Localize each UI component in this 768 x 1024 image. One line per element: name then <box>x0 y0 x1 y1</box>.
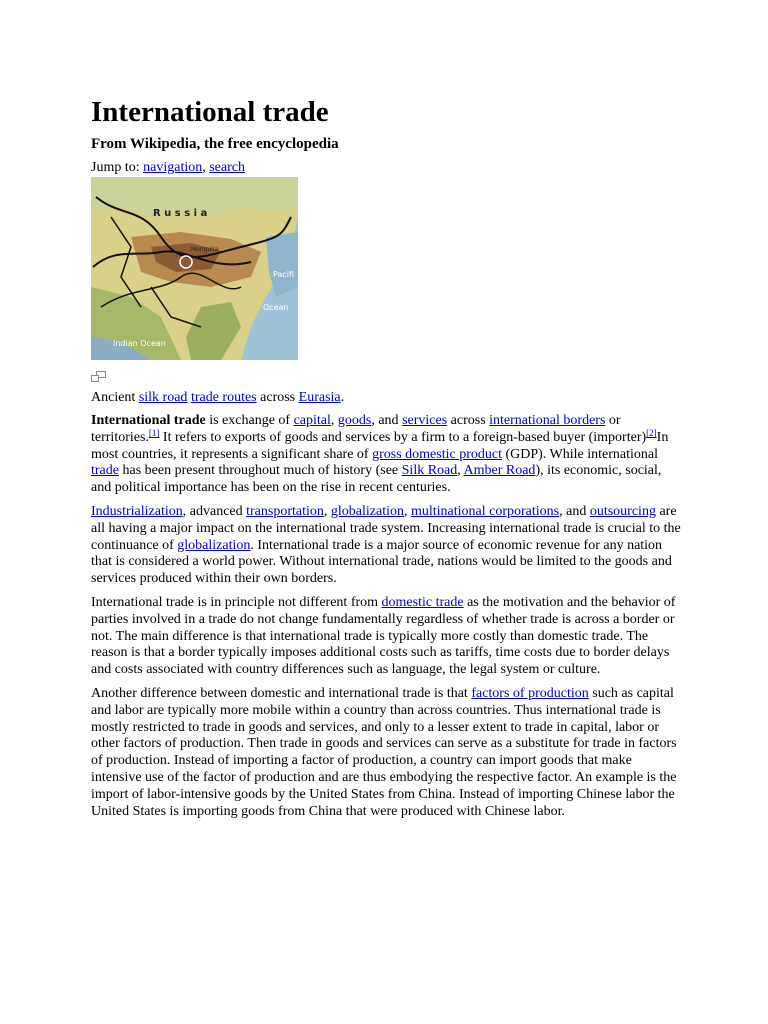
enlarge-icon[interactable] <box>91 369 681 383</box>
map-label-ocean: Ocean <box>263 303 289 312</box>
para-text: It refers to exports of goods and services by a firm to a foreign-based buyer (importer) <box>159 429 647 445</box>
goods-link[interactable]: goods <box>337 413 372 428</box>
globalization-link[interactable]: globalization <box>330 503 404 519</box>
silk-road-map-image[interactable] <box>91 177 298 360</box>
multinational-corporations-link[interactable]: multinational corporations <box>410 503 560 519</box>
jump-to-label: Jump to: <box>91 160 144 175</box>
transportation-link[interactable]: transportation <box>246 503 324 519</box>
para-text: as the motivation and the behavior of parties involved in a trade do not change fundamentally regardless of whether trade is across a border or not. The main difference is that international trade is typically more costly than domestic trade. The reason is that a border typically imposes additional costs such as tariffs, time costs due to border delays and costs associated with country differences such as language, the legal system or culture. <box>91 594 676 678</box>
para-text: or territories. <box>91 413 621 445</box>
para-text: ), its economic, social, and political importance has been on the rise in recent centuries. <box>91 463 662 496</box>
para-text: , <box>403 503 411 519</box>
citation-1-link[interactable]: [1] <box>148 427 160 438</box>
map-label-mongolia: Mongolia <box>191 246 219 253</box>
para-text: International trade is in principle not different from <box>91 594 382 610</box>
paragraph-domestic-comparison <box>91 595 681 679</box>
bold-term: International trade <box>91 413 206 428</box>
image-caption <box>91 389 681 406</box>
para-text: (GDP). While international <box>501 446 659 462</box>
para-text: In most countries, it represents a significant share of <box>91 429 669 462</box>
paragraph-factors-of-production <box>91 686 681 820</box>
international-borders-link[interactable]: international borders <box>489 413 606 428</box>
paragraph-intro <box>91 413 681 497</box>
page-subtitle: From Wikipedia, the free encyclopedia <box>91 136 339 152</box>
para-text: such as capital and labor are typically more mobile within a country than across countries. Thus international trade is mostly restricted to trade in goods and services, and only to a lesser extent to trade in capital, labor or other factors of production. Then trade in goods and services can serve as a substitute for trade in factors of production. Instead of importing a factor of production, a country can import goods that make intensive use of the factor of production and are thus embodying the respective factor. An example is the import of labor-intensive goods by the United States from China. Instead of importing Chinese labor the United States is importing goods from China that were produced with Chinese labor. <box>91 685 677 819</box>
para-text: , advanced <box>182 503 247 519</box>
para-text: , <box>330 413 338 428</box>
outsourcing-link[interactable]: outsourcing <box>589 503 656 519</box>
paragraph-industrialization <box>91 504 681 588</box>
map-label-indian-ocean: Indian Ocean <box>113 339 166 348</box>
factors-of-production-link[interactable]: factors of production <box>471 685 589 701</box>
map-label-russia: R u s s i a <box>153 208 208 219</box>
para-text: , and <box>371 413 403 428</box>
capital-link[interactable]: capital <box>293 413 331 428</box>
silk-road-link[interactable]: silk road <box>138 390 188 405</box>
page-title: International trade <box>91 96 329 128</box>
amber-road-link[interactable]: Amber Road <box>463 463 536 479</box>
trade-routes-link[interactable]: trade routes <box>190 390 257 405</box>
caption-text: across <box>256 390 299 405</box>
para-text: , <box>323 503 331 519</box>
caption-text: Ancient <box>91 390 139 405</box>
caption-text: . <box>340 390 345 405</box>
para-text: , and <box>559 503 590 519</box>
para-text: across <box>447 413 490 428</box>
para-text: Another difference between domestic and international trade is that <box>91 685 472 701</box>
globalization-link-2[interactable]: globalization <box>177 537 251 553</box>
services-link[interactable]: services <box>402 413 448 428</box>
map-label-pacific: Pacifi <box>273 270 295 279</box>
para-text: are all having a major impact on the international trade system. Increasing international trade is crucial to the continuance of <box>91 503 681 553</box>
para-text: , <box>457 463 464 479</box>
jump-to-bar <box>91 159 681 176</box>
jump-search-link[interactable]: search <box>209 160 245 175</box>
jump-navigation-link[interactable]: navigation <box>143 160 203 175</box>
jump-separator: , <box>202 160 210 175</box>
eurasia-link[interactable]: Eurasia <box>298 390 341 405</box>
gdp-link[interactable]: gross domestic product <box>372 446 502 462</box>
domestic-trade-link[interactable]: domestic trade <box>381 594 464 610</box>
article-page <box>91 95 681 820</box>
industrialization-link[interactable]: Industrialization <box>91 503 183 519</box>
citation-2-link[interactable]: [2] <box>646 427 657 438</box>
para-text: is exchange of <box>205 413 294 428</box>
para-text: has been present throughout much of history (see <box>118 463 402 479</box>
para-text: . International trade is a major source of economic revenue for any nation that is considered a world power. Without international trade, nations would be limited to the goods and services produced within their own borders. <box>91 537 672 587</box>
trade-link[interactable]: trade <box>91 463 119 479</box>
silk-road-history-link[interactable]: Silk Road <box>401 463 458 479</box>
